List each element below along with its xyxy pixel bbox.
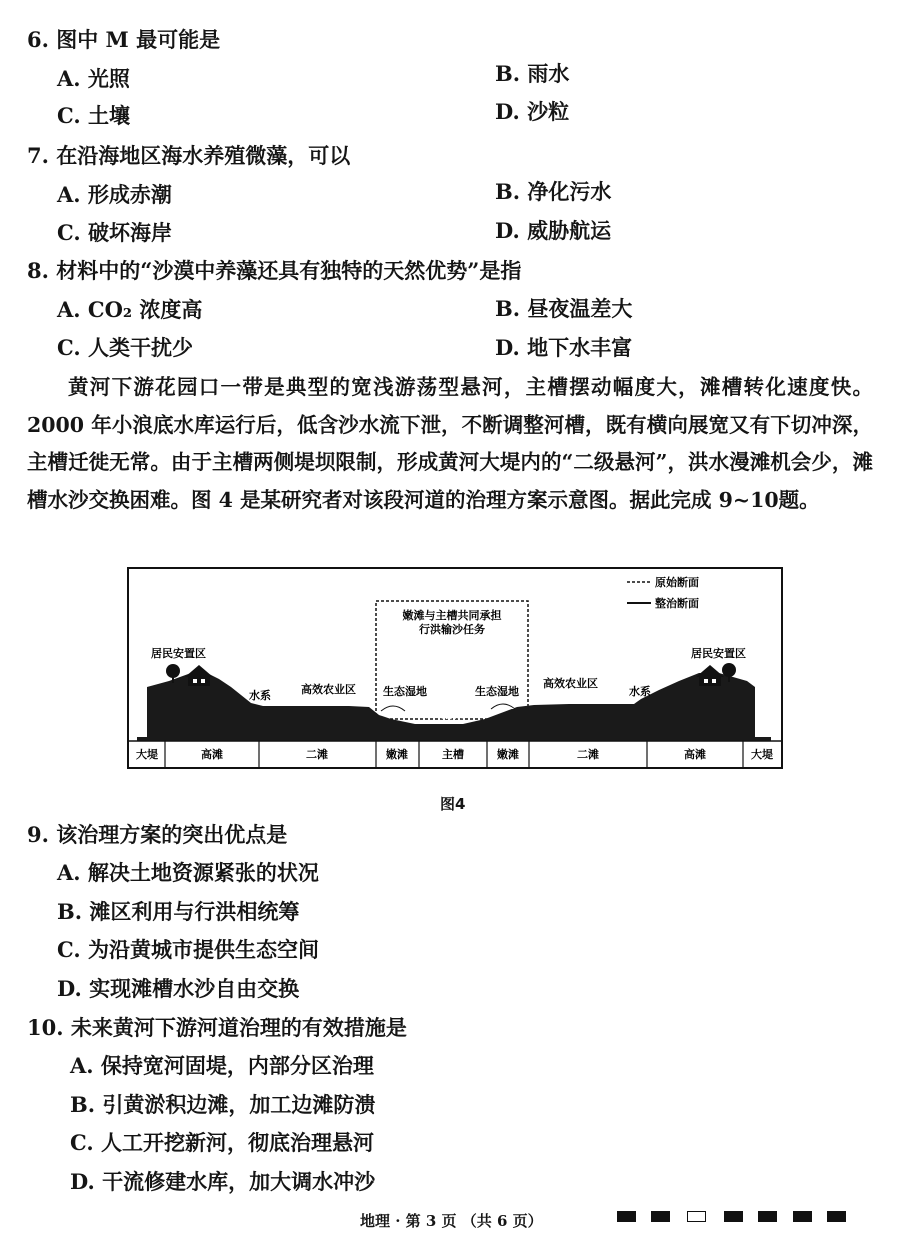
q6-option-a: A. 光照 bbox=[57, 66, 130, 91]
zone-tender-beach-right: 嫩滩 bbox=[497, 748, 519, 761]
q8-option-a: A. CO₂ 浓度高 bbox=[57, 297, 203, 322]
q9-option-a: A. 解决土地资源紧张的状况 bbox=[57, 860, 319, 885]
q7-option-b: B. 净化污水 bbox=[495, 179, 612, 204]
q7-option-d: D. 威胁航运 bbox=[495, 218, 612, 243]
passage-text: 黄河下游花园口一带是典型的宽浅游荡型悬河，主槽摆动幅度大，滩槽转化速度快。2000 年小浪底水库运行后，低含沙水流下泄，不断调整河槽，既有横向展宽又有下切冲深，主槽迁徙无常。由于主槽两侧堤坝限制，形成黄河大堤内的“二级悬河”，洪水漫滩机会少，滩槽水沙交换困难。图 4 是某研究者对该段河道的治理方案示意图。据此完成 9~10题。 bbox=[27, 375, 873, 512]
q6-option-b: B. 雨水 bbox=[495, 61, 570, 86]
q10-option-b: B. 引黄淤积边滩，加工边滩防溃 bbox=[70, 1092, 376, 1117]
box-label-line2: 行洪输沙任务 bbox=[419, 623, 485, 636]
mark-block bbox=[724, 1211, 743, 1222]
legend-improved-section: 整治断面 bbox=[655, 597, 699, 610]
question-7-stem: 7. 在沿海地区海水养殖微藻，可以 bbox=[27, 143, 351, 168]
exam-marks bbox=[617, 1211, 847, 1225]
label-water-right: 水系 bbox=[629, 685, 651, 698]
label-agri-left: 高效农业区 bbox=[301, 683, 356, 696]
mark-block bbox=[617, 1211, 636, 1222]
q8-option-c: C. 人类干扰少 bbox=[57, 335, 193, 360]
question-9-stem: 9. 该治理方案的突出优点是 bbox=[27, 822, 288, 847]
q6-option-d: D. 沙粒 bbox=[495, 99, 570, 124]
q10-option-a: A. 保持宽河固堤，内部分区治理 bbox=[70, 1053, 374, 1078]
figure-river-cross-section bbox=[127, 567, 783, 769]
house-tree-left-icon bbox=[166, 664, 213, 686]
zone-high-beach-right: 高滩 bbox=[684, 748, 706, 761]
mark-block-empty bbox=[687, 1211, 706, 1222]
legend-original-section: 原始断面 bbox=[655, 576, 699, 589]
box-label-line1: 嫩滩与主槽共同承担 bbox=[402, 609, 502, 622]
q7-option-a: A. 形成赤潮 bbox=[57, 182, 172, 207]
wetland-right-icon bbox=[491, 704, 515, 709]
q7-option-c: C. 破坏海岸 bbox=[57, 220, 172, 245]
label-agri-right: 高效农业区 bbox=[543, 677, 598, 690]
zone-high-beach-left: 高滩 bbox=[201, 748, 223, 761]
page-footer: 地理 · 第 3 页 （共 6 页） bbox=[360, 1212, 543, 1230]
agri-fence-right bbox=[529, 695, 625, 701]
question-8-stem: 8. 材料中的“沙漠中养藻还具有独特的天然优势”是指 bbox=[27, 258, 522, 283]
zone-dike-right: 大堤 bbox=[751, 748, 773, 761]
zone-second-beach-right: 二滩 bbox=[577, 748, 599, 761]
q9-option-c: C. 为沿黄城市提供生态空间 bbox=[57, 937, 319, 962]
q9-option-d: D. 实现滩槽水沙自由交换 bbox=[57, 976, 300, 1001]
q8-option-d: D. 地下水丰富 bbox=[495, 335, 633, 360]
figure-caption: 图4 bbox=[440, 795, 466, 813]
mark-block bbox=[793, 1211, 812, 1222]
mark-block bbox=[651, 1211, 670, 1222]
q9-option-b: B. 滩区利用与行洪相统筹 bbox=[57, 899, 300, 924]
question-10-stem: 10. 未来黄河下游河道治理的有效措施是 bbox=[27, 1015, 407, 1040]
terrain-profile bbox=[137, 673, 771, 741]
question-6-stem: 6. 图中 M 最可能是 bbox=[27, 27, 221, 52]
cross-section-diagram bbox=[129, 569, 781, 767]
label-wetland-left: 生态湿地 bbox=[383, 685, 427, 698]
reading-passage bbox=[27, 369, 873, 519]
agri-fence-left bbox=[277, 697, 369, 703]
zone-tender-beach-left: 嫩滩 bbox=[386, 748, 408, 761]
q8-option-b: B. 昼夜温差大 bbox=[495, 296, 633, 321]
mark-block bbox=[827, 1211, 846, 1222]
label-resettle-left: 居民安置区 bbox=[151, 647, 206, 660]
zone-second-beach-left: 二滩 bbox=[306, 748, 328, 761]
q10-option-c: C. 人工开挖新河，彻底治理悬河 bbox=[70, 1130, 374, 1155]
label-wetland-right: 生态湿地 bbox=[475, 685, 519, 698]
zone-main-channel: 主槽 bbox=[442, 748, 464, 761]
q6-option-c: C. 土壤 bbox=[57, 103, 130, 128]
q10-option-d: D. 干流修建水库，加大调水冲沙 bbox=[70, 1169, 376, 1194]
zone-dike-left: 大堤 bbox=[136, 748, 158, 761]
mark-block bbox=[758, 1211, 777, 1222]
wetland-left-icon bbox=[381, 706, 405, 711]
label-water-left: 水系 bbox=[249, 689, 271, 702]
label-resettle-right: 居民安置区 bbox=[691, 647, 746, 660]
